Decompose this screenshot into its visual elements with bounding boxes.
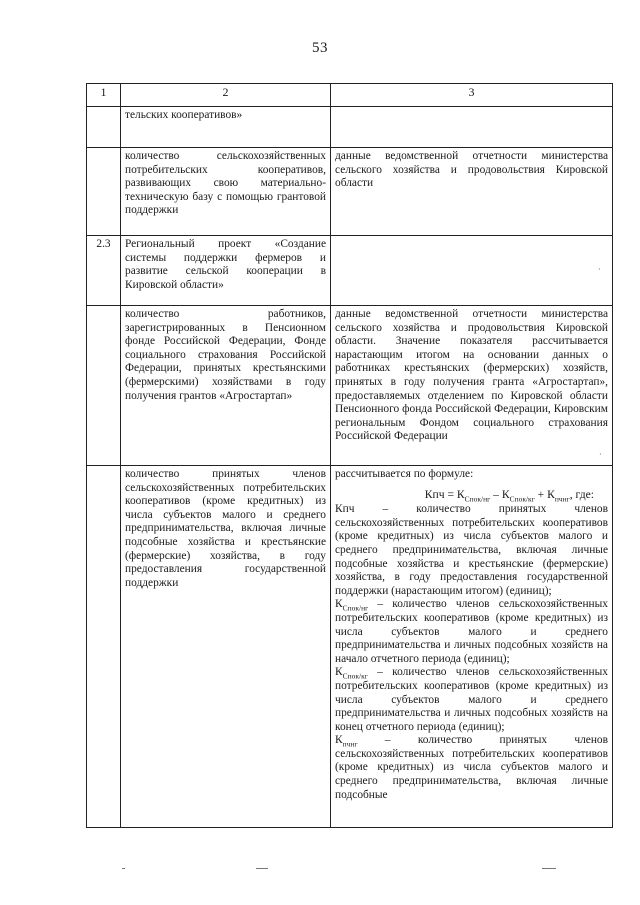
formula-term-1-sub: Спок/нг — [464, 493, 491, 503]
definition-kspok-ng — [335, 598, 608, 666]
definition-kpch — [335, 503, 608, 598]
def-symbol-sub: Спок/нг — [342, 603, 369, 613]
formula-term-3: К — [547, 487, 555, 501]
indicator-cell: количество принятых членов сельскохозяйственных потребительских кооперативов (кроме кредитных) из числа субъектов малого и среднего предпринимательства, включая личные подсобные хозяйства и крестьянские (фермерские) хозяйства, в году предоставления государственной поддержки — [121, 466, 331, 828]
table-row — [87, 466, 613, 828]
def-text: – количество принятых членов сельскохозяйственных потребительских кооперативов (кроме кредитных) из числа субъектов малого и среднего предпринимательства, включая личные подсобные хозяйства и крестьянские (фермерские) хозяйства, в году предоставления государственной поддержки (нарастающим итогом) (единиц); — [335, 503, 608, 597]
scan-speck: · — [598, 265, 601, 274]
indicators-table — [86, 83, 613, 828]
row-number — [87, 466, 121, 828]
indicator-cell: количество сельскохозяйственных потребительских кооперативов, развивающих свою материально-техническую базу с помощью грантовой поддержки — [121, 148, 331, 236]
formula-term-1: К — [456, 487, 465, 501]
indicator-cell: Региональный проект «Создание системы поддержки фермеров и развитие сельской кооперации в Кировской области» — [121, 236, 331, 306]
def-text: – количество принятых членов сельскохозяйственных потребительских кооперативов (кроме кредитных) из числа субъектов малого и среднего предпринимательства, включая личные подсобные — [335, 734, 608, 801]
table-row — [87, 306, 613, 466]
indicator-cell: тельских кооперативов» — [121, 107, 331, 148]
source-cell — [331, 236, 613, 306]
formula — [335, 488, 608, 502]
page-number: 53 — [312, 40, 328, 56]
def-symbol: Кпч — [335, 503, 355, 516]
def-symbol: К — [335, 734, 343, 747]
def-text: – количество членов сельскохозяйственных потребительских кооперативов (кроме кредитных) из числа субъектов малого и среднего предпринимательства и личных подсобных хозяйств на конец отчетного периода (единиц); — [335, 666, 608, 733]
table-header-row — [87, 84, 613, 107]
indicator-cell: количество работников, зарегистрированных в Пенсионном фонде Российской Федерации, Фонде социального страхования Российской Федерации, принятых крестьянскими (фермерскими) хозяйствами в году получения грантов «Агростартап» — [121, 306, 331, 466]
source-cell: данные ведомственной отчетности министерства сельского хозяйства и продовольствия Кировской области — [331, 148, 613, 236]
header-col-1: 1 — [87, 84, 121, 107]
def-text: – количество членов сельскохозяйственных потребительских кооперативов (кроме кредитных) из числа субъектов малого и среднего предпринимательства и личных подсобных хозяйств на начало отчетного периода (единиц); — [335, 598, 608, 665]
formula-term-2-sub: Спок/кг — [509, 493, 535, 503]
definition-kspok-kg — [335, 666, 608, 734]
formula-eq: = — [444, 487, 457, 501]
scan-dash — [122, 868, 125, 869]
formula-term-2: К — [501, 487, 510, 501]
header-col-2: 2 — [121, 84, 331, 107]
scan-speck: · — [599, 450, 602, 459]
formula-term-3-sub: пчнг — [554, 493, 570, 503]
row-number: 2.3 — [87, 236, 121, 306]
source-cell: данные ведомственной отчетности министерства сельского хозяйства и продовольствия Кировской области. Значение показателя рассчитывается нарастающим итогом на основании данных о работниках крестьянских (фермерских) хозяйств, принятых в году получения гранта «Агростартап», предоставляемых отделением по Кировской области Пенсионного фонда Российской Федерации, Кировским региональным Фондом социального страхования Российской Федерации — [331, 306, 613, 466]
def-symbol-sub: Спок/кг — [342, 671, 368, 681]
source-cell — [331, 107, 613, 148]
def-symbol: К — [335, 598, 343, 611]
table-row — [87, 107, 613, 148]
table-row — [87, 148, 613, 236]
row-number — [87, 306, 121, 466]
formula-intro: рассчитывается по формуле: — [335, 468, 474, 480]
source-cell — [331, 466, 613, 828]
def-symbol-sub: пчнг — [342, 739, 358, 749]
scan-artifacts — [0, 868, 640, 876]
formula-tail: , где: — [569, 487, 594, 501]
def-symbol: К — [335, 666, 343, 679]
row-number — [87, 107, 121, 148]
row-number — [87, 148, 121, 236]
scan-dash — [542, 868, 556, 869]
formula-lhs: Кпч — [424, 487, 445, 501]
table-row — [87, 236, 613, 306]
scan-dash — [256, 868, 268, 869]
header-col-3: 3 — [331, 84, 613, 107]
definition-kpchng — [335, 734, 608, 802]
formula-minus: – — [490, 487, 502, 501]
formula-plus: + — [534, 487, 548, 501]
